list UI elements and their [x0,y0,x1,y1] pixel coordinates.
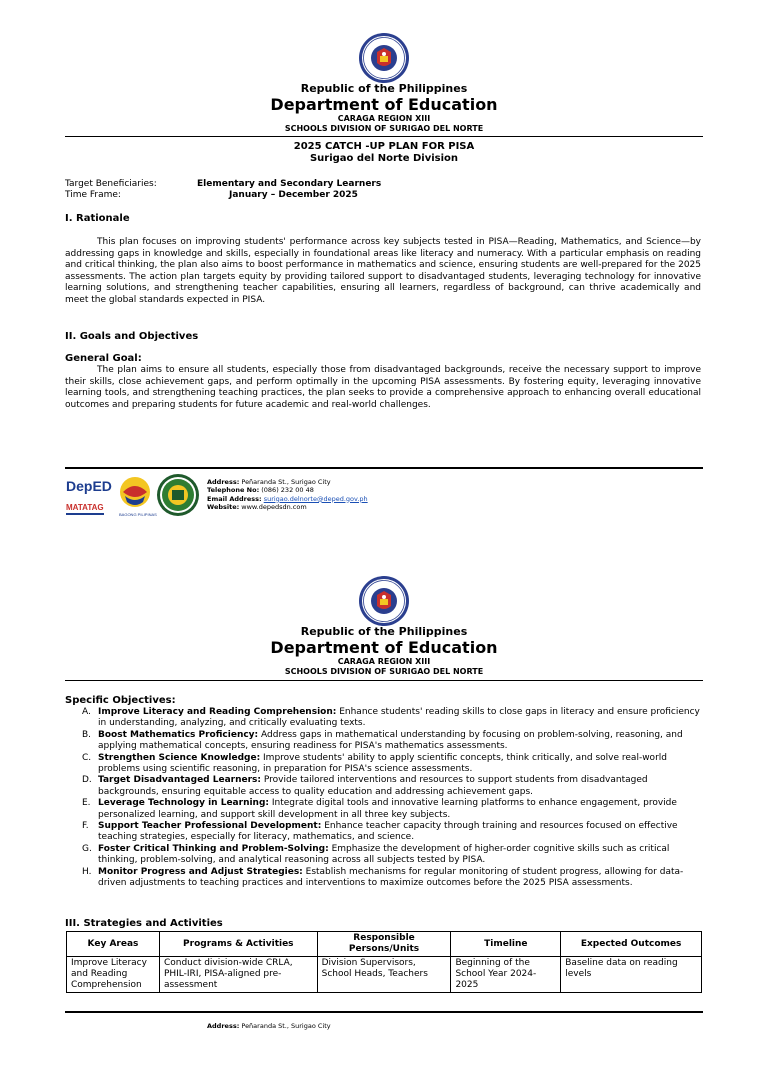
objective-letter: B. [82,729,92,740]
objective-title: Strengthen Science Knowledge: [98,752,261,763]
division-label: SCHOOLS DIVISION OF SURIGAO DEL NORTE [284,667,484,676]
table-cell: Improve Literacy and Reading Comprehension [67,957,160,993]
header-divider [65,680,703,681]
objective-text: Enhance teacher capacity through training and resources focused on effective teaching strategies, especially for literacy, mathematics, and science. [98,821,678,843]
objective-item [82,775,704,798]
objective-letter: E. [82,798,91,809]
objective-text: Enhance students' reading skills to close gaps in literacy and ensure proficiency in understanding, analyzing, and critically evaluating texts. [98,707,700,729]
objective-text: Integrate digital tools and innovative learning platforms to enhance engagement, provide personalized learning, and support skill development in all three key subjects. [98,798,677,820]
strategies-heading: III. Strategies and Activities [65,918,223,929]
contact-info: Address: Peñaranda St., Surigao City Telephone No: (086) 232 00 48 Email Address: surigao.delnorte@deped.gov.ph Website: www.depedsdn.com [207,478,368,511]
page-footer [65,1016,705,1066]
objective-title: Leverage Technology in Learning: [98,798,270,809]
column-header: Responsible Persons/Units [317,932,451,957]
header-divider [65,136,703,137]
bagong-pilipinas-logo-icon [119,477,157,517]
column-header: Key Areas [67,932,160,957]
general-goal-label: General Goal: [65,353,142,364]
table-cell: Conduct division-wide CRLA, PHIL-IRI, PISA-aligned pre-assessment [159,957,317,993]
region-label: CARAGA REGION XIII [337,657,431,666]
objectives-list [82,707,704,890]
objective-item [82,707,704,730]
table-header-row [67,932,702,957]
objective-item [82,844,704,867]
table-cell: Beginning of the School Year 2024-2025 [451,957,561,993]
footer-logos [65,472,205,522]
rationale-heading: I. Rationale [65,213,130,224]
objective-text: Provide tailored interventions and resources to support students from disadvantaged backgrounds, ensuring equitable access to quality education and addressing achievement gaps. [98,775,648,797]
objective-text: Emphasize the development of higher-order cognitive skills such as critical thinking, problem-solving, and analytical reasoning across all subjects tested by PISA. [98,843,670,866]
address-text: Peñaranda St., Surigao City [241,478,331,486]
objective-item [82,821,704,844]
objective-letter: F. [82,821,89,832]
column-header: Expected Outcomes [561,932,702,957]
objective-item [82,730,704,753]
phone-text: (086) 232 00 48 [261,486,314,495]
objective-title: Foster Critical Thinking and Problem-Solving: [98,843,329,854]
objective-text: Improve students' ability to apply scientific concepts, think critically, and solve real-world problems using scientific reasoning, in preparation for PISA's science assessments. [98,752,667,775]
objective-title: Target Disadvantaged Learners: [98,775,262,786]
svg-text:BAGONG PILIPINAS: BAGONG PILIPINAS [119,512,157,517]
plan-subtitle: Surigao del Norte Division [309,153,459,164]
column-header: Programs & Activities [159,932,317,957]
objective-letter: D. [82,775,92,786]
time-frame-value: January – December 2025 [229,190,358,200]
division-label: SCHOOLS DIVISION OF SURIGAO DEL NORTE [284,124,484,133]
objective-letter: H. [82,866,92,877]
region-label: CARAGA REGION XIII [337,114,431,123]
website-text: www.depedsdn.com [241,502,307,511]
objective-item [82,753,704,776]
goals-heading: II. Goals and Objectives [65,331,199,342]
deped-seal-icon [358,32,410,84]
beneficiaries-value: Elementary and Secondary Learners [197,179,382,189]
objective-item [82,867,704,890]
table-cell: Division Supervisors, School Heads, Teachers [317,957,451,993]
objective-text: Establish mechanisms for regular monitoring of student progress, allowing for data-driven adjustments to teaching practices and interventions to maximize outcomes before the 2025 PISA assessments. [98,866,684,889]
table-row [67,957,702,993]
svg-text:DepED: DepED [66,478,112,494]
sdo-seal-icon [157,474,199,516]
objective-letter: C. [82,752,92,763]
objectives-heading: Specific Objectives: [65,695,176,706]
footer-divider [65,467,703,469]
general-goal-text: The plan aims to ensure all students, especially those from disadvantaged backgrounds, receive the necessary support to improve their skills, close achievement gaps, and perform optimally in the upcoming PISA assessments. By fostering equity, leveraging innovative learning tools, and strengthening teaching practices, the plan seeks to provide a comprehensive approach to enhancing overall educational outcomes and preparing students for future academic and real-world challenges. [65,365,701,410]
address-text: Peñaranda St., Surigao City [241,1022,331,1030]
beneficiaries-label: Target Beneficiaries: [65,179,157,189]
email-link[interactable]: surigao.delnorte@deped.gov.ph [263,494,368,503]
strategies-table [66,931,702,993]
time-frame-label: Time Frame: [65,190,121,200]
objective-letter: A. [82,707,91,717]
objective-letter: G. [82,843,92,854]
objective-title: Monitor Progress and Adjust Strategies: [98,866,303,877]
rationale-text: This plan focuses on improving students' performance across key subjects tested in PISA—Reading, Mathematics, and Science—by addressing gaps in knowledge and skills, especially in foundational areas like literacy and numeracy. With a particular emphasis on reading and critical thinking, the plan also aims to boost performance in mathematics and science, ensuring students are well-prepared for the 2025 assessments. The action plan targets equity by providing tailored support to disadvantaged students, leveraging technology for innovative learning solutions, and strengthening teacher capabilities, ensuring all learners, regardless of background, can thrive academically and meet the global standards expected in PISA. [65,237,701,305]
column-header: Timeline [451,932,561,957]
department-title: Department of Education [270,638,498,657]
deped-seal-icon [358,575,410,627]
republic-label: Republic of the Philippines [300,625,468,638]
plan-title: 2025 CATCH -UP PLAN FOR PISA [293,141,475,152]
footer-divider [65,1011,703,1013]
objective-title: Support Teacher Professional Development: [98,821,322,832]
department-title: Department of Education [270,95,498,114]
svg-text:MATATAG: MATATAG [66,503,104,512]
objective-item [82,798,704,821]
objective-text: Address gaps in mathematical understanding by focusing on problem-solving, reasoning, and applying mathematical concepts, ensuring readiness for PISA's mathematics assessments. [98,729,683,752]
page-footer [65,472,705,522]
table-cell: Baseline data on reading levels [561,957,702,993]
contact-info: Address: Peñaranda St., Surigao City [207,1022,331,1030]
objective-title: Boost Mathematics Proficiency: [98,729,259,740]
deped-matatag-logo-icon [66,478,112,515]
republic-label: Republic of the Philippines [300,82,468,95]
objective-title: Improve Literacy and Reading Comprehension: [98,707,337,717]
